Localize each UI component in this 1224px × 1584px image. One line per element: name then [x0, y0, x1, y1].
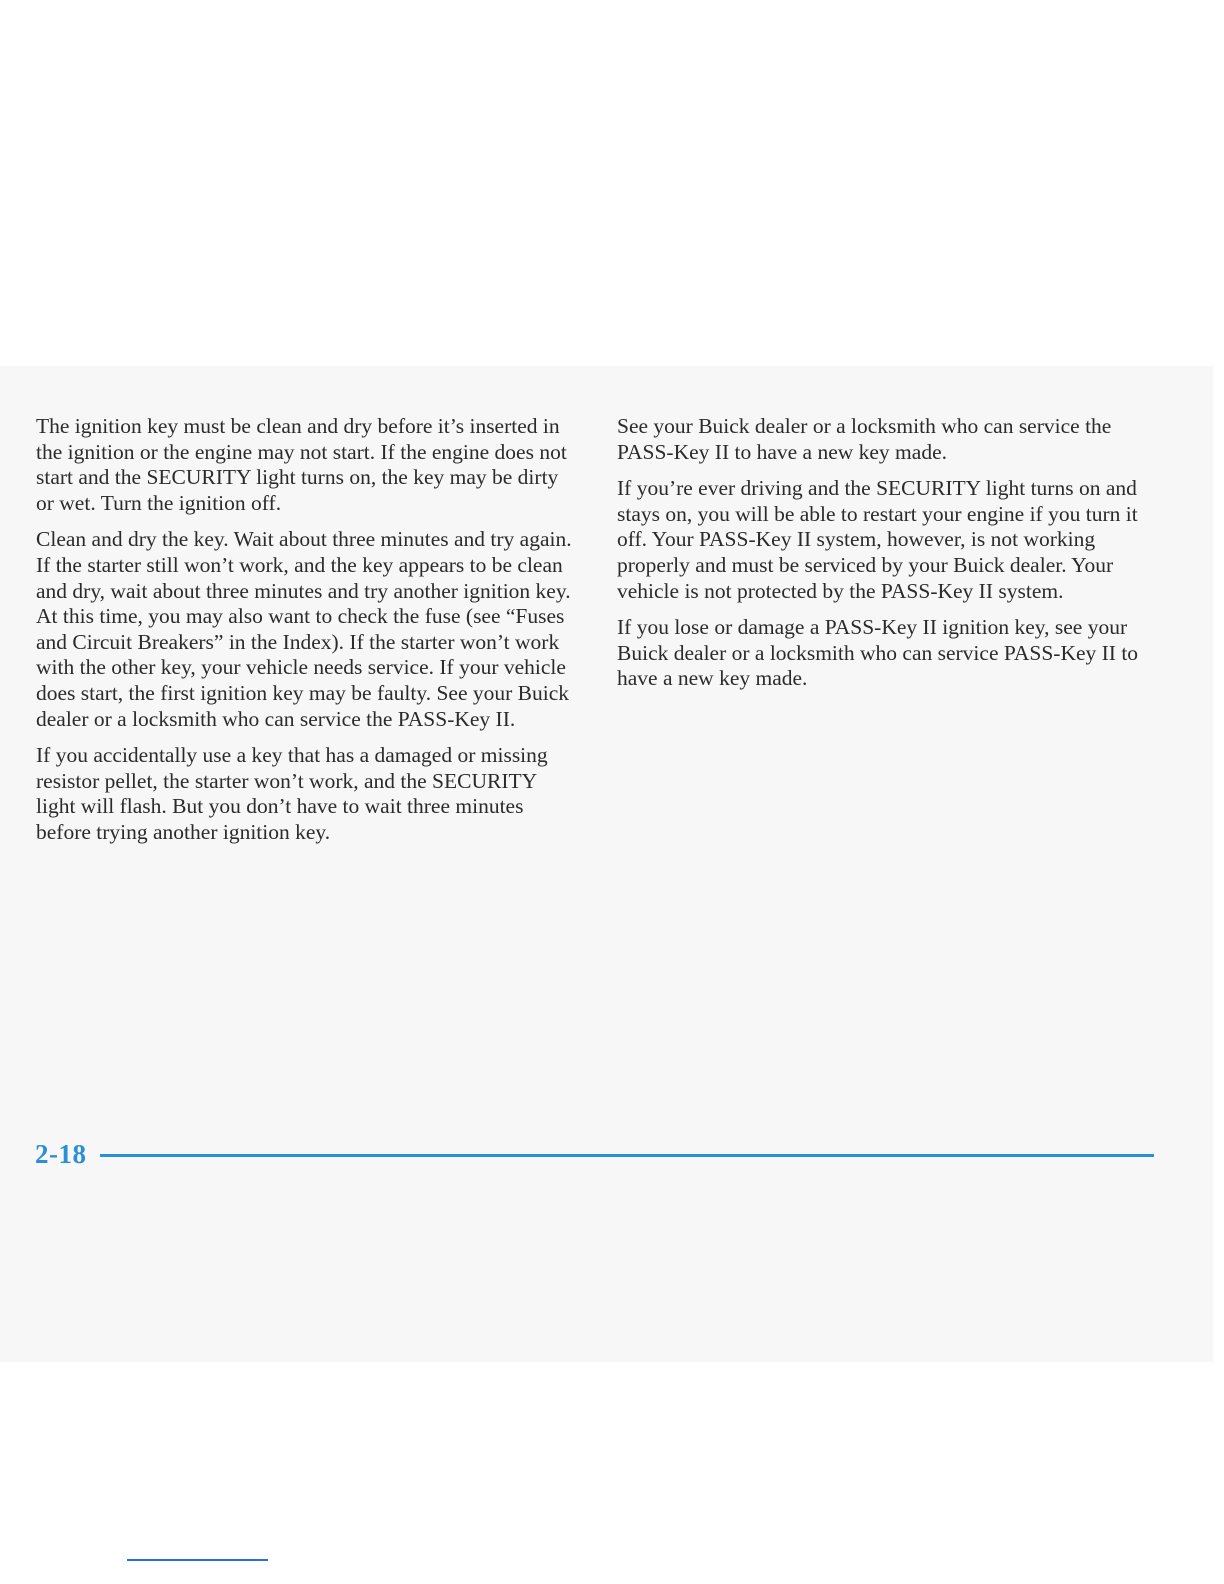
right-column [617, 414, 1165, 703]
paragraph: See your Buick dealer or a locksmith who can service the PASS-Key II to have a new key made. [617, 414, 1112, 464]
left-column [36, 414, 581, 857]
paragraph: If you accidentally use a key that has a damaged or missing resistor pellet, the starter won’t work, and the SECURITY light will flash. But you don’t have to wait three minutes before trying another ignition key. [36, 743, 548, 844]
paragraph: Clean and dry the key. Wait about three minutes and try again. If the starter still won’t work, and the key appears to be clean and dry, wait about three minutes and try another ignition key. At this time, you may also want to check the fuse (see “Fuses and Circuit Breakers” in the Index). If the starter won’t work with the other key, your vehicle needs service. If your vehicle does start, the first ignition key may be faulty. See your Buick dealer or a locksmith who can service the PASS-Key II. [36, 527, 572, 731]
paragraph: The ignition key must be clean and dry before it’s inserted in the ignition or the engine may not start. If the engine does not start and the SECURITY light turns on, the key may be dirty or wet. Turn the ignition off. [36, 414, 567, 515]
paragraph: If you lose or damage a PASS-Key II ignition key, see your Buick dealer or a locksmith who can service PASS-Key II to have a new key made. [617, 615, 1139, 691]
paragraph: If you’re ever driving and the SECURITY light turns on and stays on, you will be able to restart your engine if you turn it off. Your PASS-Key II system, however, is not working properly and must be serviced by your Buick dealer. Your vehicle is not protected by the PASS-Key II system. [617, 476, 1138, 603]
footer-rule [100, 1154, 1154, 1157]
bottom-rule [127, 1559, 268, 1561]
page-number: 2-18 [35, 1139, 87, 1169]
